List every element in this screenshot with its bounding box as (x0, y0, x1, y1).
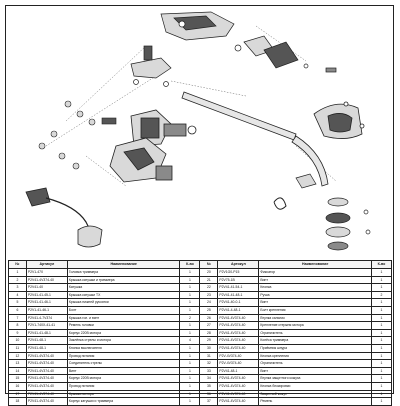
table-cell-r-num: 28 (200, 329, 218, 337)
table-cell-r-article: P2V41-4V374-40 (218, 382, 259, 390)
motor-housing-top (161, 12, 234, 40)
table-cell-r-article: P2V75-1B (218, 276, 259, 284)
table-cell-l-name: Крышка нижней рукоятки (67, 299, 180, 307)
table-cell-l-qty: 1 (180, 382, 200, 390)
table-row (9, 398, 392, 406)
table-row (9, 382, 392, 390)
table-cell-l-num: 12 (9, 352, 27, 360)
table-cell-l-name: Корпус катушки и триммера (67, 398, 180, 406)
shaft-tube (182, 92, 328, 186)
table-cell-r-name: Ограничитель (259, 329, 372, 337)
table-cell-r-num: 23 (200, 291, 218, 299)
table-cell-r-name: Крепление стержня мотора (259, 322, 372, 330)
col-name-right: Наименование (259, 261, 372, 269)
table-cell-l-qty: 1 (180, 306, 200, 314)
table-cell-r-num: 22 (200, 284, 218, 292)
table-cell-r-num: 33 (200, 367, 218, 375)
table-cell-r-qty: 1 (371, 314, 391, 322)
assembled-trimmer-preview (26, 188, 102, 247)
table-cell-l-qty: 1 (180, 329, 200, 337)
table-cell-l-article: P2V1-41-46-1 (26, 306, 67, 314)
table-cell-l-qty: 1 (180, 367, 200, 375)
table-cell-l-num: 14 (9, 367, 27, 375)
table-cell-r-num: 24 (200, 299, 218, 307)
table-cell-r-article: P2V41-40-0-1 (218, 299, 259, 307)
table-cell-l-name: Катушка (67, 284, 180, 292)
table-cell-r-num: 21 (200, 276, 218, 284)
table-cell-l-qty: 1 (180, 398, 200, 406)
table-cell-r-name: Втулка защитного кожуха (259, 375, 372, 383)
upper-handle-assembly (131, 46, 171, 87)
table-cell-l-article: P2V41-4V374-40 (26, 382, 67, 390)
col-num-right: № (200, 261, 218, 269)
table-cell-l-name: Винт (67, 367, 180, 375)
table-cell-r-qty: 1 (371, 375, 391, 383)
table-cell-l-num: 2 (9, 276, 27, 284)
table-cell-r-num: 37 (200, 398, 218, 406)
table-cell-l-name: Болт (67, 306, 180, 314)
table-cell-r-num: 36 (200, 390, 218, 398)
table-cell-l-qty: 2 (180, 314, 200, 322)
table-cell-l-qty: 1 (180, 322, 200, 330)
table-cell-l-num: 9 (9, 329, 27, 337)
table-cell-l-name: Провод питания (67, 382, 180, 390)
table-row (9, 276, 392, 284)
table-cell-l-article: P2V41-41-48-1 (26, 329, 67, 337)
table-cell-r-qty: 1 (371, 276, 391, 284)
table-cell-l-article: P2V41-4V374-40 (26, 375, 67, 383)
table-row (9, 337, 392, 345)
table-cell-r-name: Фиксатор (259, 269, 372, 277)
table-cell-l-article: P2V41-4V374-40 (26, 390, 67, 398)
table-row (9, 291, 392, 299)
exploded-parts-diagram (6, 6, 393, 258)
table-cell-r-article: P2V41-48-1 (218, 367, 259, 375)
table-cell-l-num: 18 (9, 398, 27, 406)
table-row (9, 360, 392, 368)
table-cell-l-article: P2V41-4V374-40 (26, 352, 67, 360)
table-cell-l-num: 6 (9, 306, 27, 314)
table-cell-l-name: Крышка гол. и винт (67, 314, 180, 322)
table-cell-l-num: 16 (9, 382, 27, 390)
table-cell-l-name: Ремень головки (67, 322, 180, 330)
table-cell-l-article: P2V41-48-1 (26, 337, 67, 345)
table-cell-r-qty: 1 (371, 299, 391, 307)
table-cell-r-article: P2V-4V374-40 (218, 360, 259, 368)
table-cell-l-article: P2V1-470 (26, 269, 67, 277)
table-cell-l-name: Крышка катушки TX (67, 291, 180, 299)
table-row (9, 352, 392, 360)
table-cell-r-qty: 1 (371, 344, 391, 352)
guard-assembly (314, 102, 364, 139)
table-cell-l-num: 5 (9, 299, 27, 307)
table-cell-l-article: P2V41-4V374-40 (26, 367, 67, 375)
table-cell-l-name: Провод питания (67, 352, 180, 360)
table-cell-r-article: P2V41-4V374-40 (218, 390, 259, 398)
table-cell-l-num: 8 (9, 322, 27, 330)
table-cell-l-qty: 1 (180, 276, 200, 284)
table-cell-r-article: P2V1G0-P15 (218, 269, 259, 277)
table-cell-l-qty: 1 (180, 390, 200, 398)
table-cell-l-qty: 1 (180, 352, 200, 360)
table-row (9, 344, 392, 352)
table-cell-r-qty: 1 (371, 306, 391, 314)
table-cell-r-name: Кнопка (259, 284, 372, 292)
motor-housing-lower (110, 138, 172, 182)
table-cell-l-num: 17 (9, 390, 27, 398)
table-cell-l-name: Заклёпка стрелы и мотора (67, 337, 180, 345)
table-cell-l-num: 1 (9, 269, 27, 277)
table-cell-r-name: Винт (259, 299, 372, 307)
table-cell-r-article: P2V41-4V374-40 (218, 314, 259, 322)
table-cell-r-qty: 1 (371, 367, 391, 375)
table-cell-r-article: P2V41-4-48-1 (218, 306, 259, 314)
table-cell-r-name: Ручка (259, 291, 372, 299)
table-cell-l-article: P2V41-41-45-1 (26, 291, 67, 299)
table-row (9, 314, 392, 322)
table-row (9, 299, 392, 307)
table-cell-r-num: 26 (200, 314, 218, 322)
table-cell-r-num: 34 (200, 375, 218, 383)
table-cell-l-qty: 1 (180, 291, 200, 299)
table-cell-l-num: 10 (9, 337, 27, 345)
table-row (9, 329, 392, 337)
table-row (9, 269, 392, 277)
table-cell-l-qty: 1 (180, 344, 200, 352)
table-cell-r-article: P2V-4V374-40 (218, 352, 259, 360)
table-cell-l-name: Соединитель стрелы (67, 360, 180, 368)
table-cell-r-qty: 1 (371, 329, 391, 337)
table-cell-l-num: 15 (9, 375, 27, 383)
table-cell-l-name: Крышка мотора (67, 390, 180, 398)
table-cell-r-num: 31 (200, 352, 218, 360)
table-cell-r-name: Винт (259, 276, 372, 284)
table-cell-r-name: Кнопка блокировки (259, 382, 372, 390)
table-cell-l-article: P2V41-4V374-40 (26, 398, 67, 406)
table-cell-r-article: P2V41-4V374-40 (218, 337, 259, 345)
table-cell-r-num: 30 (200, 344, 218, 352)
table-cell-r-article: P2V41-4V374-40 (218, 344, 259, 352)
col-qty-right: К-во (371, 261, 391, 269)
table-cell-l-num: 13 (9, 360, 27, 368)
table-cell-l-qty: 1 (180, 299, 200, 307)
table-row (9, 322, 392, 330)
table-cell-r-num: 32 (200, 360, 218, 368)
table-cell-l-qty: 1 (180, 269, 200, 277)
table-cell-r-name: Кнопка крепления (259, 352, 372, 360)
table-cell-r-qty: 2 (371, 291, 391, 299)
table-cell-r-name: Ограничитель (259, 360, 372, 368)
table-cell-r-qty: 1 (371, 269, 391, 277)
table-cell-l-qty: 1 (180, 360, 200, 368)
col-article-right: Артикул (218, 261, 259, 269)
table-cell-r-name: Втулка сальник (259, 314, 372, 322)
table-cell-r-qty: 1 (371, 390, 391, 398)
table-cell-l-article: P2V41-4V374-40 (26, 360, 67, 368)
table-cell-r-name: Защитный кожух (259, 390, 372, 398)
table-row (9, 306, 392, 314)
table-cell-r-qty: 1 (371, 284, 391, 292)
table-cell-l-num: 7 (9, 314, 27, 322)
table-cell-l-num: 4 (9, 291, 27, 299)
table-cell-l-article: P2V41-4-7V374 (26, 314, 67, 322)
table-row (9, 390, 392, 398)
table-cell-l-name: Головка триммера (67, 269, 180, 277)
table-cell-l-num: 3 (9, 284, 27, 292)
table-cell-l-article: P2V1-740X-41-41 (26, 322, 67, 330)
col-article: Артикул (26, 261, 67, 269)
table-cell-l-qty: 4 (180, 337, 200, 345)
table-cell-r-num: 25 (200, 306, 218, 314)
table-row (9, 284, 392, 292)
parts-table-header (9, 261, 392, 269)
small-parts-column (39, 101, 116, 169)
table-cell-l-article: P2V41-4V374-40 (26, 276, 67, 284)
table-cell-l-name: Крышка катушки и триммера (67, 276, 180, 284)
table-cell-r-name: Винт (259, 367, 372, 375)
table-cell-r-num: 29 (200, 337, 218, 345)
table-row (9, 367, 392, 375)
table-cell-r-qty: 1 (371, 322, 391, 330)
table-cell-r-article: P2V41-41-54-1 (218, 284, 259, 292)
table-cell-r-qty: 1 (371, 352, 391, 360)
parts-table (8, 260, 392, 406)
table-cell-l-name: Корпус 220В мотора (67, 375, 180, 383)
assembly-lines (46, 26, 336, 186)
table-cell-l-num: 11 (9, 344, 27, 352)
col-qty: К-во (180, 261, 200, 269)
table-cell-l-name: Кнопка выключателя (67, 344, 180, 352)
table-cell-r-name: Приёмник шнура (259, 344, 372, 352)
table-cell-r-qty: 1 (371, 360, 391, 368)
table-cell-r-name: Болт крепления (259, 306, 372, 314)
table-cell-l-qty: 1 (180, 375, 200, 383)
table-cell-r-num: 35 (200, 382, 218, 390)
table-row (9, 375, 392, 383)
parts-table-body (9, 269, 392, 406)
table-cell-r-article: P2V41-41-48-1 (218, 291, 259, 299)
table-cell-r-article: P2V41-4V374-40 (218, 375, 259, 383)
col-num: № (9, 261, 27, 269)
table-cell-l-article: P2V41-41-46-1 (26, 299, 67, 307)
col-name: Наименование (67, 261, 180, 269)
table-cell-l-qty: 1 (180, 284, 200, 292)
table-cell-r-name: Ремень (259, 398, 372, 406)
table-cell-l-name: Корпус 220В мотора (67, 329, 180, 337)
table-cell-r-num: 20 (200, 269, 218, 277)
table-cell-r-article: P2V41-4V374-40 (218, 398, 259, 406)
table-cell-l-article: P2V41-48-1 (26, 344, 67, 352)
table-cell-r-article: P2V41-4V374-40 (218, 322, 259, 330)
table-cell-r-qty: 1 (371, 398, 391, 406)
table-cell-r-name: Колёса триммера (259, 337, 372, 345)
table-cell-r-num: 27 (200, 322, 218, 330)
table-cell-r-qty: 1 (371, 337, 391, 345)
table-cell-r-article: P2V41-4V374-40 (218, 329, 259, 337)
knob-parts (235, 36, 336, 72)
table-cell-r-qty: 1 (371, 382, 391, 390)
table-cell-l-article: P2V41-40 (26, 284, 67, 292)
